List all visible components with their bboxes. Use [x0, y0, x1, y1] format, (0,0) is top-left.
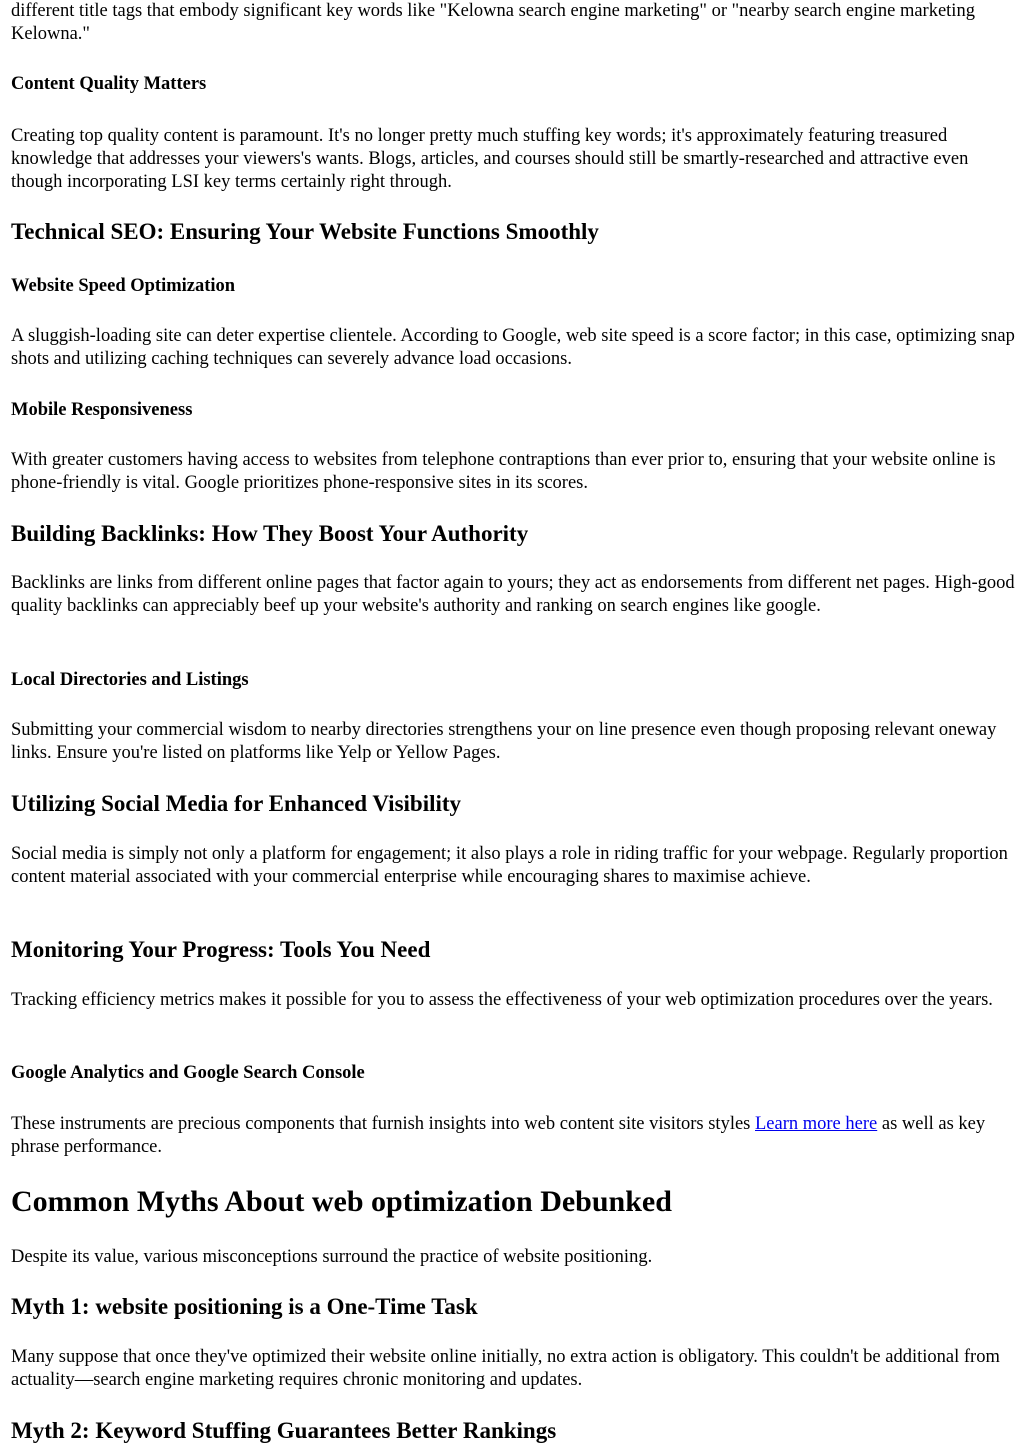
- heading-local-directories: Local Directories and Listings: [11, 670, 249, 690]
- heading-mobile-responsiveness: Mobile Responsiveness: [11, 400, 193, 420]
- heading-monitoring: Monitoring Your Progress: Tools You Need: [11, 937, 431, 962]
- paragraph-myth-1: Many suppose that once they've optimized their website online initially, no extra action is obligatory. This couldn't be additional from actuality—search engine marketing requires chronic monitoring and updates.: [11, 1347, 1000, 1390]
- paragraph-analytics-after: as well as key phrase performance.: [11, 1114, 986, 1157]
- paragraph-google-analytics: [11, 1113, 1015, 1159]
- paragraph-monitoring: Tracking efficiency metrics makes it possible for you to assess the effectiveness of your web optimization procedures over the years.: [11, 990, 993, 1010]
- paragraph-content-quality: Creating top quality content is paramount. It's no longer pretty much stuffing key words; it's approximately featuring treasured knowledge that addresses your viewers's wants. Blogs, articles, and courses should still be smartly-researched and attractive even though incorporating LSI key terms certainly right through.: [11, 126, 969, 192]
- heading-myth-2: Myth 2: Keyword Stuffing Guarantees Better Rankings: [11, 1418, 557, 1443]
- heading-myth-1: Myth 1: website positioning is a One-Time Task: [11, 1294, 478, 1319]
- paragraph-mobile-responsiveness: With greater customers having access to websites from telephone contraptions than ever prior to, ensuring that your website online is phone-friendly is vital. Google prioritizes phone-responsive sites in its scores.: [11, 450, 996, 493]
- heading-backlinks: Building Backlinks: How They Boost Your Authority: [11, 521, 529, 546]
- learn-more-link[interactable]: Learn more here: [755, 1114, 878, 1134]
- paragraph-social-media: Social media is simply not only a platform for engagement; it also plays a role in riding traffic for your webpage. Regularly proportion content material associated with your commercial enterprise while encouraging shares to maximise achieve.: [11, 844, 1008, 887]
- heading-content-quality: Content Quality Matters: [11, 74, 207, 94]
- heading-google-analytics: Google Analytics and Google Search Console: [11, 1063, 365, 1083]
- heading-social-media: Utilizing Social Media for Enhanced Visibility: [11, 791, 462, 816]
- heading-common-myths: Common Myths About web optimization Debunked: [11, 1185, 672, 1218]
- paragraph-common-myths: Despite its value, various misconceptions surround the practice of website positioning.: [11, 1247, 653, 1267]
- paragraph-analytics-before: These instruments are precious components that furnish insights into web content site visitors styles: [11, 1114, 755, 1134]
- paragraph-title-tags: different title tags that embody significant key words like "Kelowna search engine marketing" or "nearby search engine marketing Kelowna.": [11, 1, 975, 44]
- paragraph-website-speed: A sluggish-loading site can deter expertise clientele. According to Google, web site speed is a score factor; in this case, optimizing snap shots and utilizing caching techniques can severely advance load occasions.: [11, 326, 1015, 369]
- paragraph-local-directories: Submitting your commercial wisdom to nearby directories strengthens your on line presence even though proposing relevant oneway links. Ensure you're listed on platforms like Yelp or Yellow Pages.: [11, 720, 997, 763]
- heading-website-speed: Website Speed Optimization: [11, 276, 236, 296]
- paragraph-backlinks: Backlinks are links from different online pages that factor again to yours; they act as endorsements from different net pages. High-good quality backlinks can appreciably beef up your website's authority and ranking on search engines like google.: [11, 573, 1015, 616]
- heading-technical-seo: Technical SEO: Ensuring Your Website Functions Smoothly: [11, 219, 599, 244]
